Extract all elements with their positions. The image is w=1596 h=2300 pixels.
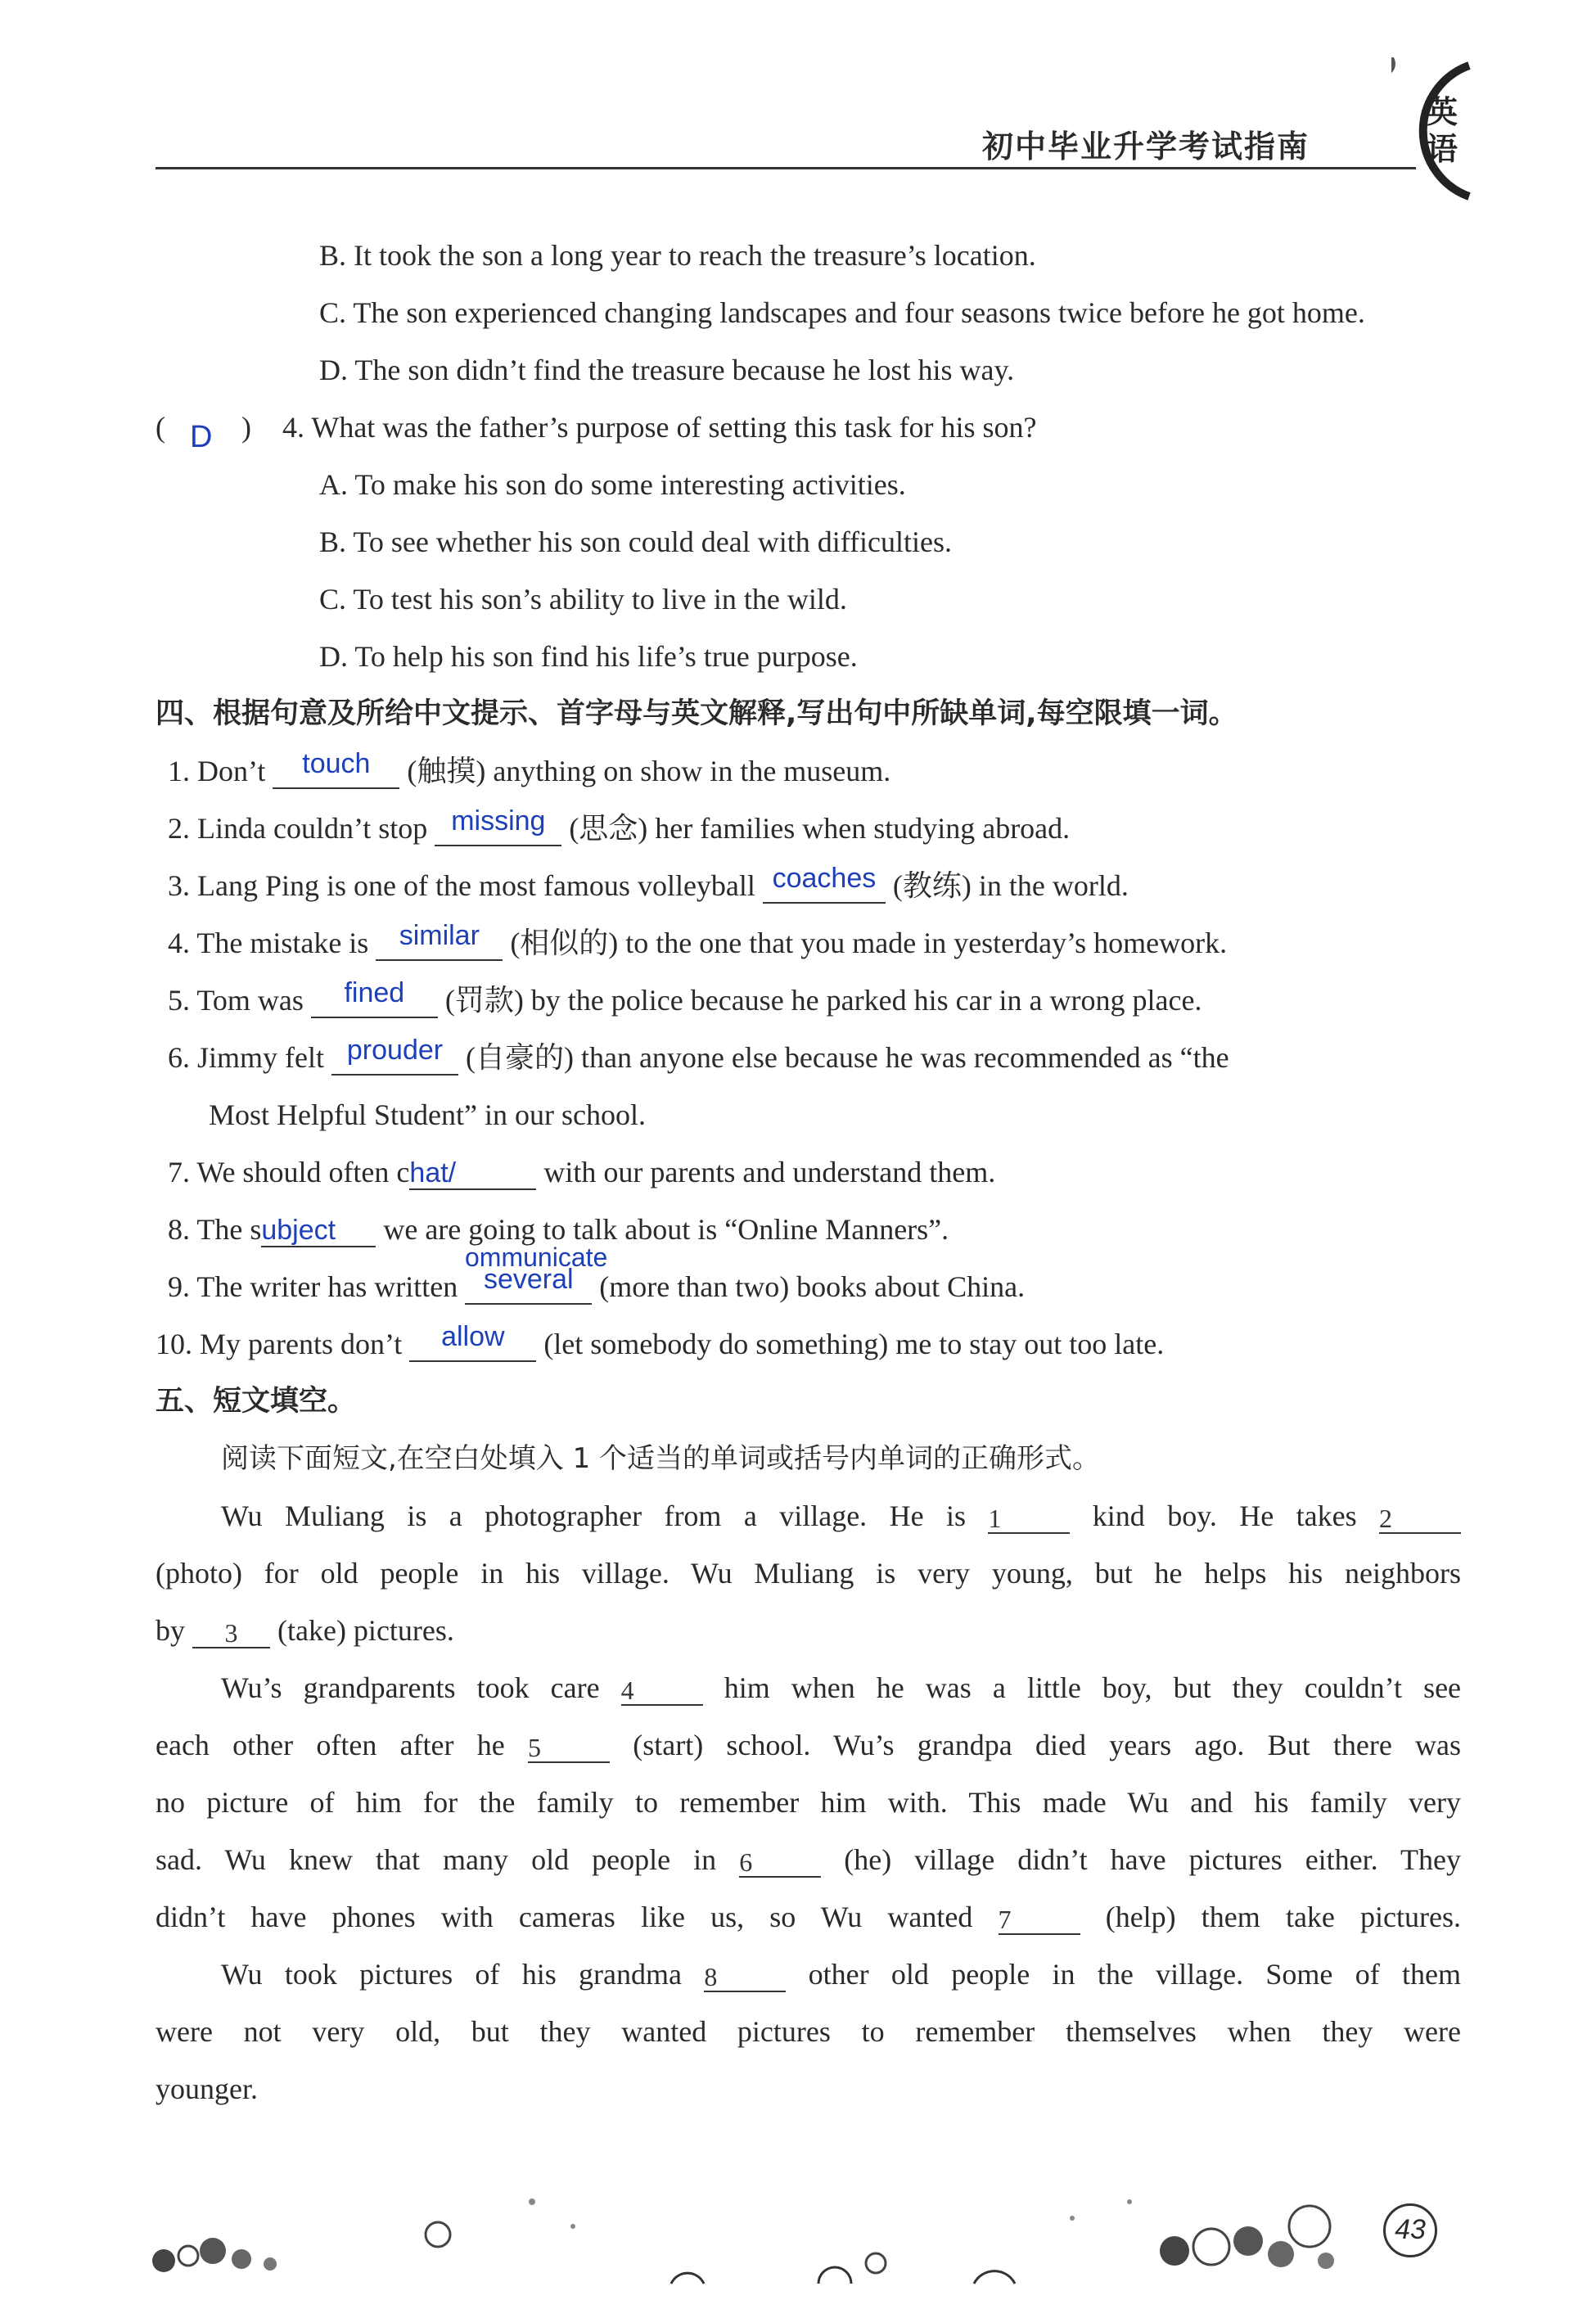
item-post: we are going to talk about is “Online Manners”. [383, 1213, 949, 1246]
passage-blank-3[interactable] [192, 1614, 270, 1648]
passage-blank-5[interactable] [528, 1729, 610, 1763]
item-post: (相似的) to the one that you made in yesterday’s homework. [510, 927, 1228, 959]
item-post: (罚款) by the police because he parked his car in a wrong place. [444, 984, 1202, 1017]
subject-char-1: 英 [1426, 94, 1458, 130]
q3-option-b: B. It took the son a long year to reach the treasure’s location. [319, 239, 1036, 272]
p3-line-2: were not very old, but they wanted pictures to remember themselves when they were [156, 2015, 1461, 2048]
p2-line-4 [156, 1842, 1461, 1878]
p2-text: (help) them take pictures. [1105, 1901, 1462, 1933]
blank-number: 7 [998, 1905, 1012, 1934]
p1-line-2: (photo) for old people in his village. Wu Muliang is very young, but he helps his neighbors [156, 1557, 1461, 1590]
p3-text: other old people in the village. Some of them [808, 1958, 1461, 1991]
p2-text: Wu’s grandparents took care [221, 1671, 600, 1704]
answer-text: coaches [772, 863, 877, 894]
p2-line-2 [156, 1727, 1461, 1763]
q4-answer: D [190, 420, 213, 454]
item-post: (more than two) books about China. [599, 1270, 1026, 1303]
p1-text: kind boy. He takes [1092, 1500, 1357, 1532]
blank-number: 5 [527, 1733, 541, 1762]
p1-text: (take) pictures. [277, 1614, 454, 1647]
blank-number: 2 [1379, 1504, 1393, 1533]
answer-blank[interactable] [261, 1213, 376, 1247]
q4-paren-open: ( [156, 411, 165, 444]
item-pre: Jimmy felt [197, 1041, 324, 1074]
q4-question: 4. What was the father’s purpose of setting this task for his son? [282, 411, 1037, 444]
answer-text: fined [344, 977, 405, 1008]
q4-option-b: B. To see whether his son could deal with difficulties. [319, 525, 953, 558]
item-post: with our parents and understand them. [543, 1156, 996, 1188]
p1-line-1 [221, 1498, 1461, 1534]
s4-item-6-cont: Most Helpful Student” in our school. [209, 1098, 646, 1131]
answer-blank[interactable] [376, 920, 503, 961]
p1-line-3 [156, 1612, 454, 1648]
p2-line-1 [221, 1670, 1461, 1706]
s4-item-2 [168, 805, 1071, 846]
answer-blank[interactable] [763, 863, 886, 904]
passage-blank-2[interactable] [1379, 1500, 1461, 1534]
answer-text: ubject [261, 1215, 336, 1246]
header-rule [156, 167, 1416, 169]
item-post: (let somebody do something) me to stay out too late. [543, 1328, 1165, 1360]
item-number: 6. [168, 1041, 190, 1074]
item-pre: The s [196, 1213, 262, 1246]
footer-decoration [147, 2169, 1473, 2292]
s4-item-4 [168, 920, 1228, 961]
p2-line-3: no picture of him for the family to remember him with. This made Wu and his family very [156, 1786, 1461, 1819]
item-pre: My parents don’t [200, 1328, 403, 1360]
item-number: 3. [168, 869, 190, 902]
answer-blank[interactable] [409, 1321, 536, 1362]
blank-number: 8 [704, 1962, 718, 1991]
answer-blank[interactable] [435, 805, 561, 846]
blank-number: 3 [224, 1618, 238, 1648]
s4-item-1 [168, 748, 891, 789]
s4-item-9 [168, 1264, 1026, 1305]
answer-text: hat/ [409, 1157, 457, 1188]
page-number: 43 [1383, 2203, 1437, 2257]
p2-text: (he) village didn’t have pictures either. They [844, 1843, 1462, 1876]
s4-item-7 [168, 1154, 995, 1190]
item-post: (思念) her families when studying abroad. [569, 812, 1071, 845]
item-pre: Tom was [196, 984, 304, 1017]
section4-heading: 四、根据句意及所给中文提示、首字母与英文解释,写出句中所缺单词,每空限填一词。 [156, 697, 1238, 730]
passage-blank-1[interactable] [988, 1500, 1070, 1534]
item-number: 1. [168, 755, 190, 787]
p2-text: (start) school. Wu’s grandpa died years ago. But there was [633, 1729, 1462, 1761]
q3-option-c: C. The son experienced changing landscapes and four seasons twice before he got home. [319, 296, 1365, 329]
p3-line-3: younger. [156, 2072, 258, 2105]
p1-text: Wu Muliang is a photographer from a village. He is [221, 1500, 966, 1532]
item-number: 9. [168, 1270, 190, 1303]
section5-heading: 五、短文填空。 [156, 1385, 357, 1418]
header-title: 初中毕业升学考试指南 [982, 129, 1310, 165]
s4-item-5 [168, 977, 1202, 1018]
q4-option-a: A. To make his son do some interesting activities. [319, 468, 906, 501]
passage-blank-7[interactable] [999, 1901, 1080, 1935]
item-post: (教练) in the world. [892, 869, 1129, 902]
item-number: 10. [156, 1328, 192, 1360]
q3-option-d: D. The son didn’t find the treasure because he lost his way. [319, 354, 1015, 386]
subject-char-2: 语 [1426, 131, 1458, 167]
answer-text: touch [302, 748, 371, 779]
passage-blank-8[interactable] [704, 1958, 786, 1992]
answer-text: similar [399, 920, 480, 951]
passage-blank-4[interactable] [621, 1671, 703, 1706]
q4-option-c: C. To test his son’s ability to live in the wild. [319, 583, 847, 616]
p1-text: by [156, 1614, 185, 1647]
item-number: 4. [168, 927, 190, 959]
p3-text: Wu took pictures of his grandma [221, 1958, 683, 1991]
item-number: 2. [168, 812, 190, 845]
subject-badge [1391, 57, 1481, 205]
p2-line-5 [156, 1899, 1461, 1935]
s4-item-3 [168, 863, 1129, 904]
s4-item-6 [168, 1035, 1229, 1076]
item-pre: The writer has written [196, 1270, 458, 1303]
answer-text: allow [441, 1321, 505, 1352]
s4-item-7-overflow-answer: ommunicate [465, 1242, 608, 1272]
item-number: 8. [168, 1213, 190, 1246]
answer-text: several [483, 1264, 574, 1295]
item-post: (自豪的) than anyone else because he was recommended as “the [466, 1041, 1229, 1074]
p2-text: sad. Wu knew that many old people in [156, 1843, 717, 1876]
q4-option-d: D. To help his son find his life’s true purpose. [319, 640, 858, 673]
blank-number: 1 [988, 1504, 1002, 1533]
item-pre: The mistake is [196, 927, 369, 959]
subject-badge-arc [1391, 57, 1481, 205]
item-number: 5. [168, 984, 190, 1017]
blank-number: 4 [620, 1675, 634, 1705]
q4-paren-close: ) [241, 411, 251, 444]
answer-text: prouder [346, 1035, 444, 1066]
item-pre: Lang Ping is one of the most famous volleyball [197, 869, 755, 902]
item-pre: Don’t [197, 755, 266, 787]
p2-text: each other often after he [156, 1729, 505, 1761]
item-number: 7. [168, 1156, 190, 1188]
answer-blank[interactable] [465, 1264, 592, 1305]
p3-line-1 [221, 1956, 1461, 1992]
section5-instruction: 阅读下面短文,在空白处填入 1 个适当的单词或括号内单词的正确形式。 [221, 1442, 1101, 1475]
p2-text: didn’t have phones with cameras like us, so Wu wanted [156, 1901, 973, 1933]
answer-blank[interactable] [311, 977, 438, 1018]
p2-text: him when he was a little boy, but they couldn’t see [724, 1671, 1462, 1704]
answer-blank[interactable] [331, 1035, 458, 1076]
blank-number: 6 [739, 1847, 753, 1877]
s4-item-10 [156, 1321, 1165, 1362]
item-post: (触摸) anything on show in the museum. [407, 755, 891, 787]
answer-blank[interactable] [273, 748, 399, 789]
passage-blank-6[interactable] [739, 1843, 821, 1878]
answer-text: missing [451, 805, 546, 837]
item-pre: Linda couldn’t stop [197, 812, 428, 845]
answer-blank[interactable] [409, 1156, 536, 1190]
item-pre: We should often c [196, 1156, 410, 1188]
